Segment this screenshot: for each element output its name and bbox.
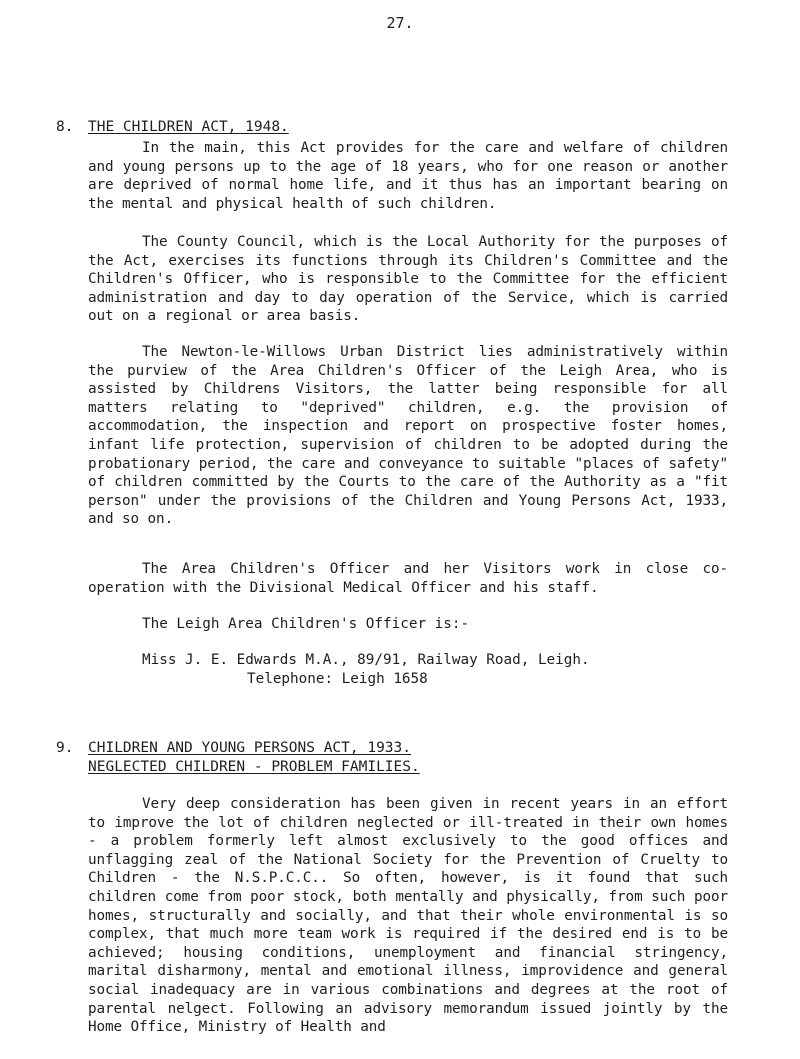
section-8-paragraph-1: In the main, this Act provides for the care and welfare of children and young persons up to the age of 18 years, who for one reason or another are deprived of normal home life, and it thus has an important bearing on the mental and physical health of such children. [88, 140, 728, 212]
section-8-paragraph-2: The County Council, which is the Local Authority for the purposes of the Act, exercises its functions through its Children's Committee and the Children's Officer, who is responsible to the Committee for the efficient administration and day to day operation of the Service, which is carried out on a regional or area basis. [88, 234, 728, 325]
section-8-heading [56, 118, 289, 137]
section-9-title: CHILDREN AND YOUNG PERSONS ACT, 1933. [88, 740, 412, 756]
officer-address: Miss J. E. Edwards M.A., 89/91, Railway Road, Leigh. [142, 652, 590, 668]
section-8-paragraph-4: The Area Children's Officer and her Visitors work in close co-operation with the Divisional Medical Officer and his staff. [88, 561, 728, 596]
section-9-heading [56, 739, 411, 758]
page-number: 27. [386, 14, 414, 32]
section-8-title: THE CHILDREN ACT, 1948. [88, 119, 289, 135]
section-9-subtitle: NEGLECTED CHILDREN - PROBLEM FAMILIES. [88, 759, 420, 775]
section-8-paragraph-3: The Newton-le-Willows Urban District lies administratively within the purview of the Area Children's Officer of the Leigh Area, who is assisted by Childrens Visitors, the latter being responsible for all matters relating to "deprived" children, e.g. the provision of accommodation, the inspection and report on prospective foster homes, infant life protection, supervision of children to be adopted during the probationary period, the care and conveyance to suitable "places of safety" of children committed by the Courts to the care of the Authority as a "fit person" under the provisions of the Children and Young Persons Act, 1933, and so on. [88, 344, 728, 528]
officer-telephone: Telephone: Leigh 1658 [247, 671, 428, 687]
section-9-number: 9. [56, 740, 74, 756]
section-8-number: 8. [56, 119, 74, 135]
officer-intro: The Leigh Area Children's Officer is:- [142, 616, 470, 632]
section-9-paragraph: Very deep consideration has been given in recent years in an effort to improve the lot of children neglected or ill-treated in their own homes - a problem formerly left almost exclusively to the good offices and unflagging zeal of the National Society for the Prevention of Cruelty to Children - the N.S.P.C.C.. So often, however, is it found that such children come from poor stock, both mentally and physically, from such poor homes, structurally and socially, and that their whole environmental is so complex, that much more team work is required if the desired end is to be achieved; housing conditions, unemployment and financial stringency, marital disharmony, mental and emotional illness, improvidence and general social inadequacy are in various combinations and degrees at the root of parental nelgect. Following an advisory memorandum issued jointly by the Home Office, Ministry of Health and [88, 796, 728, 1036]
